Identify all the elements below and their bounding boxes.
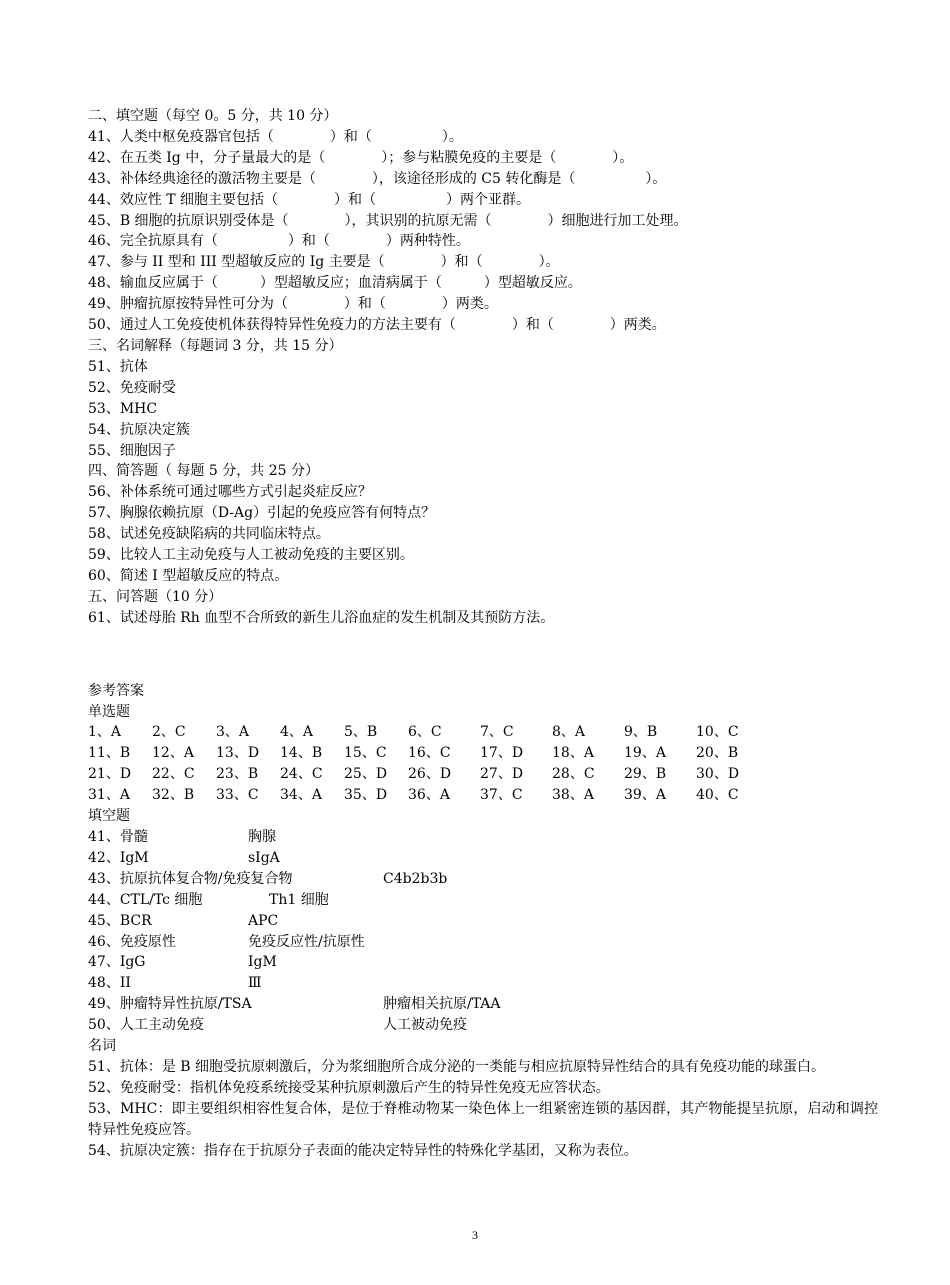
- answer-item: 39、A: [624, 787, 666, 804]
- answer-item: 10、C: [696, 724, 739, 741]
- fill-answer-second: 免疫反应性/抗原性: [248, 933, 365, 950]
- fill-answer-row: [88, 952, 878, 973]
- question-59: 59、比较人工主动免疫与人工被动免疫的主要区别。: [88, 547, 414, 564]
- question-45: 45、B 细胞的抗原识别受体是（ ），其识别的抗原无需（ ）细胞进行加工处理。: [88, 212, 688, 229]
- answer-item: 9、B: [624, 724, 658, 741]
- question-61: 61、试述母胎 Rh 血型不合所致的新生儿浴血症的发生机制及其预防方法。: [88, 609, 555, 626]
- fill-answer-second: IgM: [248, 954, 277, 971]
- question-46: 46、完全抗原具有（ ）和（ ）两种特性。: [88, 233, 470, 250]
- section-heading: 五、问答题（10 分）: [88, 588, 223, 605]
- fill-answer-row: [88, 973, 878, 994]
- answer-item: 4、A: [280, 724, 314, 741]
- answer-item: 18、A: [552, 745, 594, 762]
- answers-title: 参考答案: [88, 682, 144, 699]
- answer-item: 14、B: [280, 745, 323, 762]
- fill-answer-row: [88, 848, 878, 869]
- section-heading: 二、填空题（每空 0。5 分，共 10 分）: [88, 108, 338, 124]
- question-41: 41、人类中枢免疫器官包括（ ）和（ ）。: [88, 128, 463, 145]
- fill-answer-second: Ⅲ: [248, 975, 262, 992]
- fill-answer-row: [88, 994, 878, 1015]
- fill-answer-row: [88, 890, 878, 911]
- question-57: 57、胸腺依赖抗原（D-Ag）引起的免疫应答有何特点？: [88, 505, 436, 522]
- answer-item: 19、A: [624, 745, 666, 762]
- answer-item: 13、D: [216, 745, 260, 762]
- question-48: 48、输血反应属于（ ）型超敏反应；血清病属于（ ）型超敏反应。: [88, 275, 582, 292]
- answer-item: 27、D: [480, 766, 524, 783]
- question-51: 51、抗体: [88, 358, 148, 375]
- question-55: 55、细胞因子: [88, 442, 176, 459]
- terms-label: 名词: [88, 1038, 116, 1055]
- fill-questions: [88, 127, 878, 336]
- answer-item: 6、C: [408, 724, 442, 741]
- fill-answer-first: 49、肿瘤特异性抗原/TSA: [88, 996, 252, 1013]
- answer-item: 20、B: [696, 745, 739, 762]
- fill-answer-first: 48、II: [88, 975, 131, 992]
- fill-answer-row: [88, 869, 878, 890]
- document-page: [88, 106, 878, 1162]
- answer-item: 25、D: [344, 766, 388, 783]
- section-heading: 四、简答题（ 每题 5 分，共 25 分）: [88, 463, 319, 480]
- term-answer: 54、抗原决定簇：指存在于抗原分子表面的能决定特异性的特殊化学基团，又称为表位。: [88, 1142, 638, 1159]
- answer-item: 36、A: [408, 787, 450, 804]
- answer-item: 32、B: [152, 787, 195, 804]
- question-43: 43、补体经典途径的激活物主要是（ ），该途径形成的 C5 转化酶是（ ）。: [88, 170, 667, 187]
- answer-item: 31、A: [88, 787, 130, 804]
- question-47: 47、参与 II 型和 III 型超敏反应的 Ig 主要是（ ）和（ ）。: [88, 254, 560, 271]
- question-50: 50、通过人工免疫使机体获得特异性免疫力的方法主要有（ ）和（ ）两类。: [88, 317, 666, 334]
- fill-answer-first: 46、免疫原性: [88, 933, 176, 950]
- answer-item: 16、C: [408, 745, 451, 762]
- fill-answer-second: C4b2b3b: [383, 870, 448, 887]
- section-heading: 三、名词解释（每题词 3 分，共 15 分）: [88, 337, 343, 354]
- question-58: 58、试述免疫缺陷病的共同临床特点。: [88, 526, 330, 543]
- term-answer: 53、MHC：即主要组织相容性复合体，是位于脊椎动物某一染色体上一组紧密连锁的基因群，其产物能提呈抗原，启动和调控特异性免疫应答。: [88, 1100, 878, 1138]
- fill-answer-first: 50、人工主动免疫: [88, 1017, 204, 1034]
- fill-answer-second: Th1 细胞: [269, 891, 329, 908]
- term-answer: 52、免疫耐受：指机体免疫系统接受某种抗原刺激后产生的特异性免疫无应答状态。: [88, 1079, 610, 1096]
- answer-item: 15、C: [344, 745, 387, 762]
- question-52: 52、免疫耐受: [88, 379, 176, 396]
- question-42: 42、在五类 Ig 中，分子量最大的是（ ）；参与粘膜免疫的主要是（ ）。: [88, 149, 634, 166]
- fill-answer-row: [88, 911, 878, 932]
- answer-item: 40、C: [696, 787, 739, 804]
- answer-item: 29、B: [624, 766, 667, 783]
- page-number: 3: [472, 1228, 478, 1242]
- answer-item: 17、D: [480, 745, 524, 762]
- answer-item: 33、C: [216, 787, 259, 804]
- fill-answer-second: 肿瘤相关抗原/TAA: [383, 996, 501, 1013]
- answer-item: 21、D: [88, 766, 132, 783]
- answer-item: 37、C: [480, 787, 523, 804]
- answer-item: 1、A: [88, 724, 122, 741]
- fill-answer-first: 45、BCR: [88, 912, 152, 929]
- answer-item: 3、A: [216, 724, 250, 741]
- answer-item: 30、D: [696, 766, 740, 783]
- answer-item: 38、A: [552, 787, 594, 804]
- fill-answer-second: APC: [248, 912, 279, 929]
- single-choice-label: 单选题: [88, 703, 130, 720]
- answer-item: 2、C: [152, 724, 186, 741]
- fill-answer-second: 胸腺: [248, 829, 276, 845]
- answer-item: 7、C: [480, 724, 514, 741]
- question-56: 56、补体系统可通过哪些方式引起炎症反应？: [88, 484, 372, 501]
- fill-answer-first: 42、IgM: [88, 849, 149, 866]
- fill-answer-second: sIgA: [248, 849, 280, 866]
- fill-answer-row: [88, 932, 878, 953]
- fill-answer-row: [88, 1015, 878, 1036]
- answer-item: 12、A: [152, 745, 194, 762]
- answer-item: 23、B: [216, 766, 259, 783]
- fill-answer-first: 43、抗原抗体复合物/免疫复合物: [88, 870, 293, 887]
- question-53: 53、MHC: [88, 400, 158, 417]
- answer-item: 34、A: [280, 787, 322, 804]
- question-60: 60、简述 I 型超敏反应的特点。: [88, 567, 289, 584]
- fill-answer-first: 41、骨髓: [88, 829, 148, 845]
- fill-answer-second: 人工被动免疫: [383, 1017, 467, 1034]
- term-answer: 51、抗体：是 B 细胞受抗原刺激后，分为浆细胞所合成分泌的一类能与相应抗原特异性结合的具有免疫功能的球蛋白。: [88, 1058, 825, 1075]
- question-49: 49、肿瘤抗原按特异性可分为（ ）和（ ）两类。: [88, 296, 498, 313]
- fill-answer-first: 47、IgG: [88, 954, 146, 971]
- fill-answer-first: 44、CTL/Tc 细胞: [88, 891, 203, 908]
- answer-item: 11、B: [88, 745, 131, 762]
- question-44: 44、效应性 T 细胞主要包括（ ）和（ ）两个亚群。: [88, 191, 531, 208]
- answer-item: 22、C: [152, 766, 195, 783]
- answer-item: 8、A: [552, 724, 586, 741]
- answer-item: 5、B: [344, 724, 378, 741]
- single-choice-answers: [88, 722, 878, 806]
- fill-answers-label: 填空题: [88, 808, 130, 825]
- answer-item: 26、D: [408, 766, 452, 783]
- answer-item: 35、D: [344, 787, 388, 804]
- fill-answer-row: [88, 827, 878, 848]
- answer-item: 28、C: [552, 766, 595, 783]
- spacer: [88, 629, 878, 681]
- question-54: 54、抗原决定簇: [88, 421, 190, 438]
- answer-item: 24、C: [280, 766, 323, 783]
